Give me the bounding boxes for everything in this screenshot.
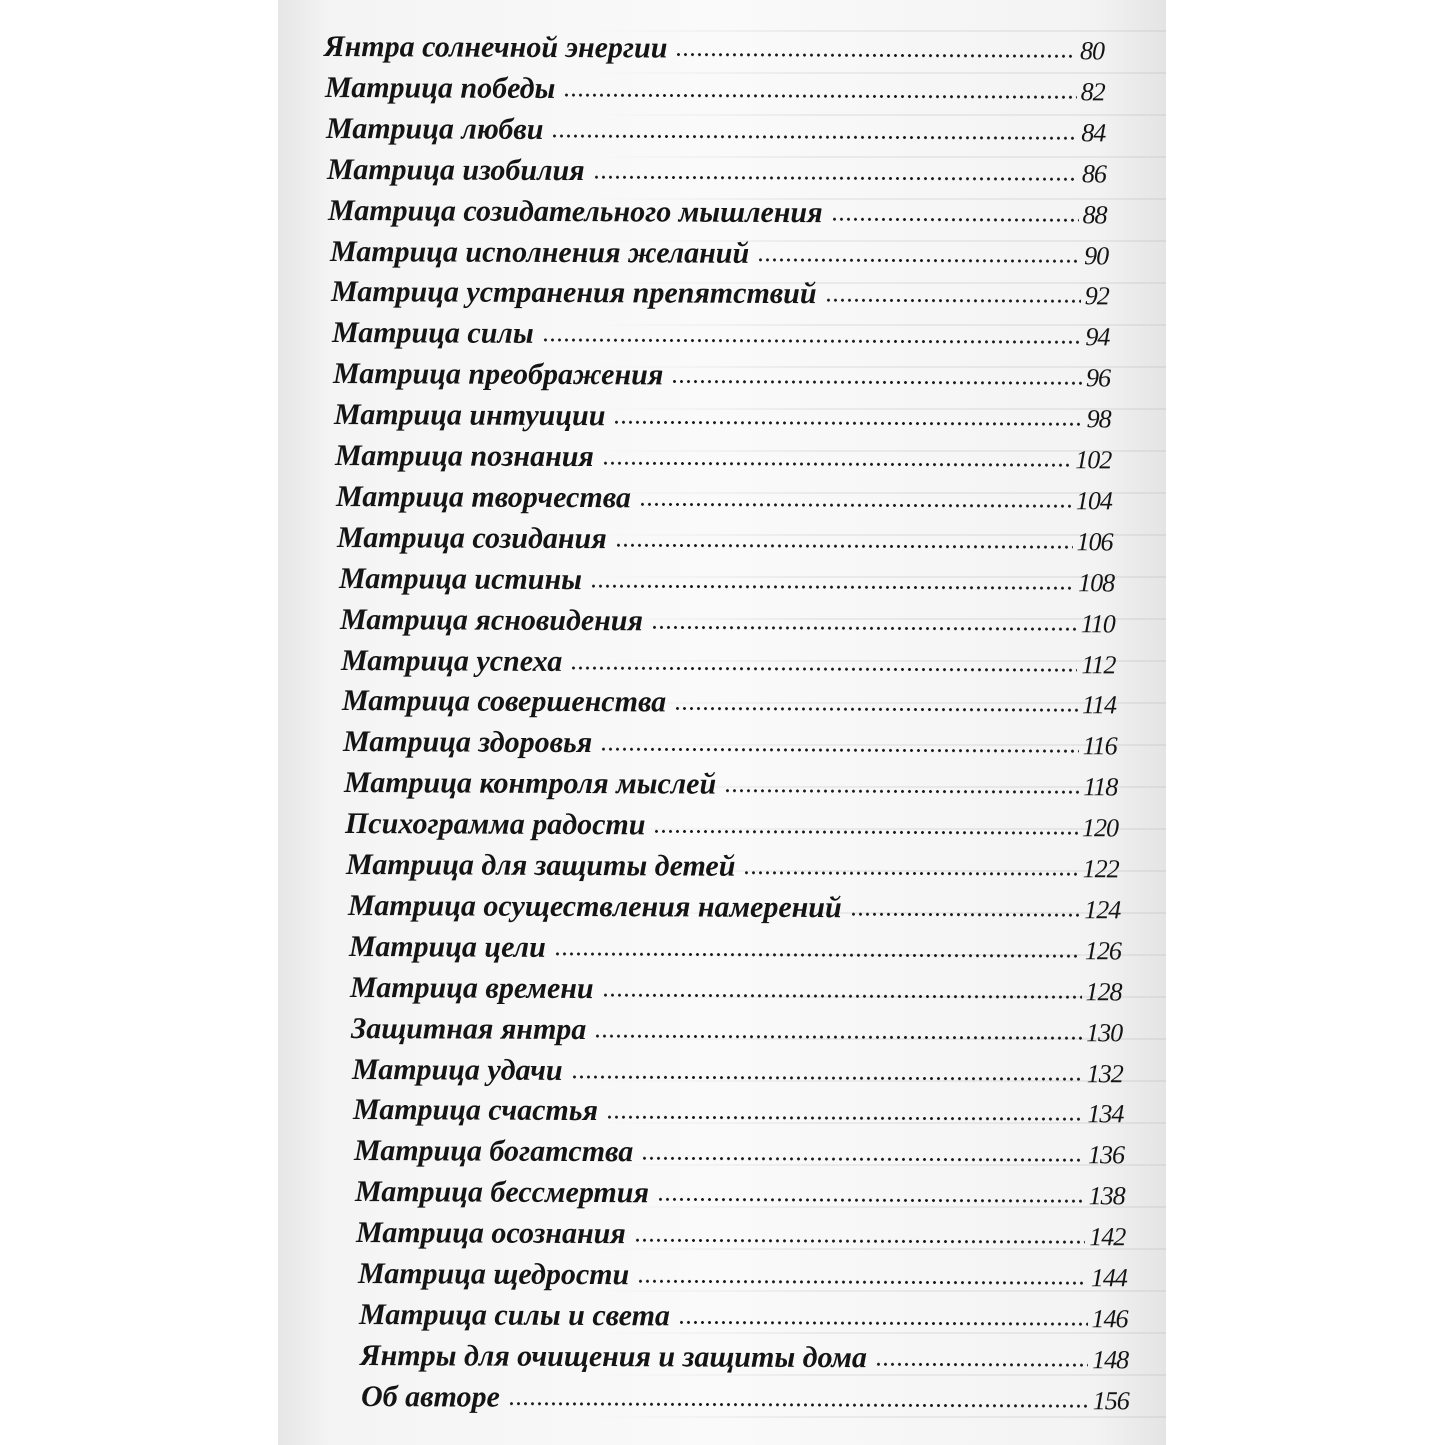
- toc-entry-title: Матрица исполнения желаний: [329, 234, 749, 270]
- dot-leader: [651, 624, 1077, 632]
- toc-entry-page-number: 112: [1081, 649, 1116, 679]
- toc-entry-title: Матрица интуиции: [334, 398, 606, 433]
- toc-entry-page-number: 148: [1091, 1344, 1129, 1375]
- toc-entry-title: Матрица щедрости: [357, 1257, 629, 1292]
- toc-entry-title: Матрица устранения препятствий: [330, 275, 817, 311]
- dot-leader: [594, 1033, 1082, 1041]
- toc-entry-page-number: 142: [1089, 1222, 1126, 1252]
- dot-leader: [831, 216, 1079, 223]
- toc-entry-title: Матрица контроля мыслей: [344, 766, 717, 801]
- toc-entry: [328, 194, 1107, 237]
- toc-entry-page-number: 86: [1082, 158, 1107, 189]
- toc-entry-page-number: 94: [1085, 322, 1110, 352]
- toc-entry-page-number: 82: [1080, 77, 1105, 107]
- toc-entry-page-number: 108: [1077, 567, 1114, 598]
- toc-entry-page-number: 96: [1085, 363, 1111, 393]
- dot-leader: [671, 379, 1082, 387]
- toc-entry-title: Матрица силы и света: [358, 1297, 670, 1333]
- toc-entry-page-number: 98: [1086, 404, 1111, 434]
- toc-entry-page-number: 104: [1076, 486, 1113, 516]
- toc-entry-page-number: 80: [1079, 36, 1105, 66]
- toc-entry-page-number: 120: [1082, 813, 1119, 843]
- toc-entry: [360, 1339, 1128, 1382]
- dot-leader: [541, 337, 1081, 345]
- toc-entry: [337, 521, 1113, 564]
- toc-entry-title: Защитная янтра: [350, 1011, 587, 1046]
- toc-entry-title: Матрица удачи: [351, 1052, 563, 1087]
- dot-leader: [602, 460, 1071, 468]
- toc-entry: [361, 1380, 1129, 1423]
- toc-entry-title: Матрица созидания: [337, 520, 608, 555]
- toc-entry: [345, 807, 1118, 850]
- toc-entry: [349, 930, 1121, 973]
- toc-entry-page-number: 92: [1084, 281, 1109, 311]
- dot-leader: [849, 911, 1080, 918]
- toc-entry-page-number: 138: [1088, 1181, 1126, 1211]
- dot-leader: [613, 419, 1082, 427]
- toc-entry-title: Матрица здоровья: [342, 725, 593, 760]
- dot-leader: [615, 542, 1073, 550]
- toc-entry-title: Матрица созидательного мышления: [328, 193, 824, 229]
- dot-leader: [654, 828, 1079, 836]
- dot-leader: [606, 1114, 1083, 1122]
- toc-entry: [330, 235, 1108, 278]
- toc-entry-page-number: 132: [1086, 1058, 1123, 1088]
- toc-entry: [336, 480, 1112, 523]
- toc-entry: [325, 71, 1105, 114]
- dot-leader: [824, 298, 1080, 305]
- toc-entry: [338, 562, 1113, 605]
- toc-entry-page-number: 122: [1082, 854, 1120, 884]
- toc-entry-page-number: 156: [1092, 1385, 1129, 1416]
- toc-entry-page-number: 130: [1085, 1017, 1123, 1047]
- toc-entry-title: Матрица времени: [349, 970, 594, 1005]
- dot-leader: [508, 1400, 1089, 1409]
- toc-entry-page-number: 116: [1082, 731, 1117, 761]
- dot-leader: [552, 133, 1078, 141]
- toc-entry-page-number: 146: [1091, 1304, 1128, 1334]
- toc-entry-title: Матрица любви: [326, 111, 544, 146]
- dot-leader: [600, 746, 1078, 754]
- toc-entry-title: Янтры для очищения и защиты дома: [359, 1338, 867, 1375]
- toc-entry-page-number: 136: [1088, 1140, 1125, 1170]
- toc-entry: [326, 112, 1105, 155]
- dot-leader: [593, 174, 1078, 182]
- toc-entry-title: Матрица творчества: [336, 479, 632, 515]
- toc-entry: [334, 398, 1111, 441]
- toc-entry: [333, 357, 1110, 400]
- toc-entry-page-number: 114: [1081, 690, 1117, 720]
- toc-entry: [356, 1216, 1125, 1259]
- dot-leader: [724, 788, 1079, 796]
- toc-entry-page-number: 84: [1081, 118, 1106, 148]
- dot-leader: [744, 870, 1079, 877]
- toc-entry: [340, 603, 1115, 646]
- toc-entry-title: Матрица истины: [338, 561, 582, 596]
- dot-leader: [642, 1156, 1085, 1164]
- toc-entry: [343, 725, 1117, 768]
- dot-leader: [678, 1319, 1088, 1327]
- toc-entry-title: Матрица преображения: [332, 357, 664, 392]
- toc-entry: [354, 1134, 1124, 1177]
- toc-entry-page-number: 124: [1083, 895, 1120, 925]
- toc-entry-title: Матрица успеха: [340, 643, 563, 678]
- toc-entry-title: Матрица изобилия: [327, 152, 586, 187]
- dot-leader: [571, 1073, 1083, 1081]
- toc-entry-title: Матрица цели: [348, 929, 546, 964]
- toc-entry-title: Матрица бессмертия: [355, 1175, 650, 1210]
- toc-entry: [324, 30, 1104, 73]
- toc-entry-page-number: 128: [1085, 976, 1122, 1007]
- dot-leader: [674, 706, 1078, 714]
- toc-entry: [351, 1012, 1122, 1055]
- dot-leader: [570, 665, 1077, 673]
- book-page: [278, 0, 1166, 1445]
- toc-entry-title: Матрица познания: [335, 439, 595, 474]
- toc-entry-title: Матрица для защиты детей: [346, 848, 736, 883]
- toc-entry: [331, 275, 1109, 318]
- dot-leader: [634, 1237, 1086, 1245]
- toc-entry-title: Матрица осуществления намерений: [347, 888, 842, 925]
- toc-entry-title: Матрица счастья: [353, 1093, 599, 1128]
- dot-leader: [657, 1197, 1085, 1205]
- dot-leader: [553, 951, 1080, 959]
- dot-leader: [639, 501, 1072, 509]
- toc-entry-page-number: 144: [1090, 1263, 1127, 1293]
- toc-entry: [350, 971, 1122, 1014]
- toc-entry-page-number: 102: [1075, 445, 1112, 475]
- toc-entry-page-number: 88: [1082, 199, 1108, 229]
- toc-entry-title: Матрица осознания: [356, 1216, 627, 1251]
- toc-entry-page-number: 118: [1083, 772, 1118, 802]
- toc-entry: [346, 848, 1119, 891]
- toc-entry-page-number: 110: [1080, 608, 1115, 638]
- toc-entry-title: Матрица совершенства: [341, 684, 667, 719]
- toc-entry: [347, 889, 1119, 932]
- toc-entry-title: Матрица ясновидения: [339, 602, 643, 637]
- dot-leader: [675, 52, 1076, 60]
- toc-entry: [341, 644, 1116, 687]
- toc-entry-page-number: 90: [1083, 240, 1108, 270]
- toc-entry: [332, 316, 1110, 359]
- toc-entry-title: Матрица силы: [331, 316, 534, 351]
- toc-entry: [342, 684, 1116, 727]
- toc-entry-title: Об авторе: [360, 1379, 500, 1414]
- dot-leader: [637, 1278, 1087, 1286]
- toc-entry-page-number: 106: [1076, 527, 1114, 557]
- toc-entry: [359, 1298, 1128, 1341]
- dot-leader: [757, 256, 1080, 263]
- toc-entry: [327, 153, 1106, 196]
- toc-entry-title: Янтра солнечной энергии: [323, 30, 668, 65]
- toc-entry: [335, 439, 1111, 482]
- toc-entry-title: Матрица богатства: [354, 1134, 634, 1169]
- dot-leader: [875, 1361, 1088, 1368]
- table-of-contents: [278, 0, 1166, 1445]
- toc-entry: [355, 1175, 1125, 1218]
- toc-entry: [352, 1053, 1123, 1096]
- toc-entry-page-number: 134: [1087, 1099, 1124, 1129]
- toc-entry: [358, 1257, 1127, 1300]
- toc-entry-title: Матрица победы: [325, 70, 556, 105]
- dot-leader: [563, 92, 1076, 100]
- toc-entry-title: Психограмма радости: [345, 807, 646, 842]
- toc-entry: [353, 1093, 1124, 1136]
- dot-leader: [601, 992, 1081, 1000]
- toc-entry: [344, 766, 1118, 809]
- dot-leader: [589, 583, 1073, 591]
- toc-entry-page-number: 126: [1084, 936, 1121, 966]
